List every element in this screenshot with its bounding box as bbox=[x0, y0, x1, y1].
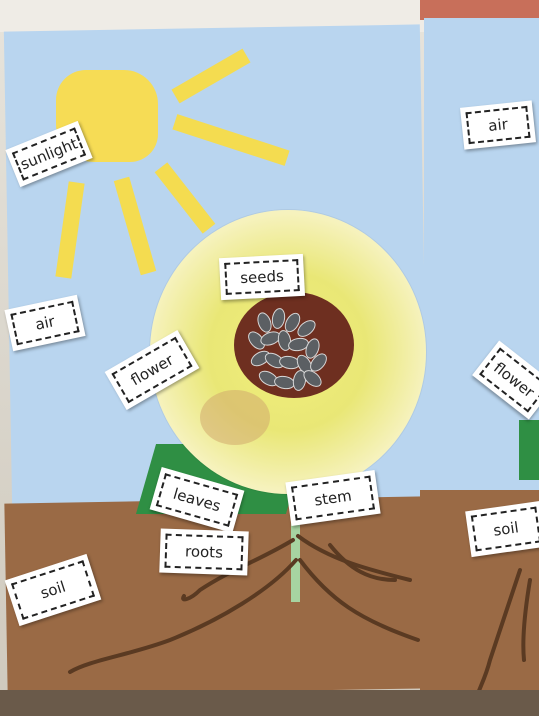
label-air-left-text: air bbox=[33, 312, 57, 334]
label-sunlight-text: sunlight bbox=[17, 134, 81, 174]
floor-edge bbox=[0, 690, 539, 716]
label-soil-left-text: soil bbox=[38, 577, 68, 603]
label-air-right-text: air bbox=[487, 115, 509, 135]
label-soil-right bbox=[465, 501, 539, 557]
label-air-right bbox=[460, 100, 536, 149]
label-seeds bbox=[219, 254, 305, 300]
label-flower-right-text: flower bbox=[490, 358, 538, 402]
label-roots bbox=[159, 528, 248, 575]
label-seeds-text: seeds bbox=[239, 266, 285, 288]
label-roots-text: roots bbox=[184, 542, 224, 562]
label-stem-text: stem bbox=[313, 486, 353, 510]
label-flower-left-text: flower bbox=[127, 350, 177, 390]
label-soil-right-text: soil bbox=[492, 518, 520, 540]
label-leaves-text: leaves bbox=[171, 484, 223, 516]
